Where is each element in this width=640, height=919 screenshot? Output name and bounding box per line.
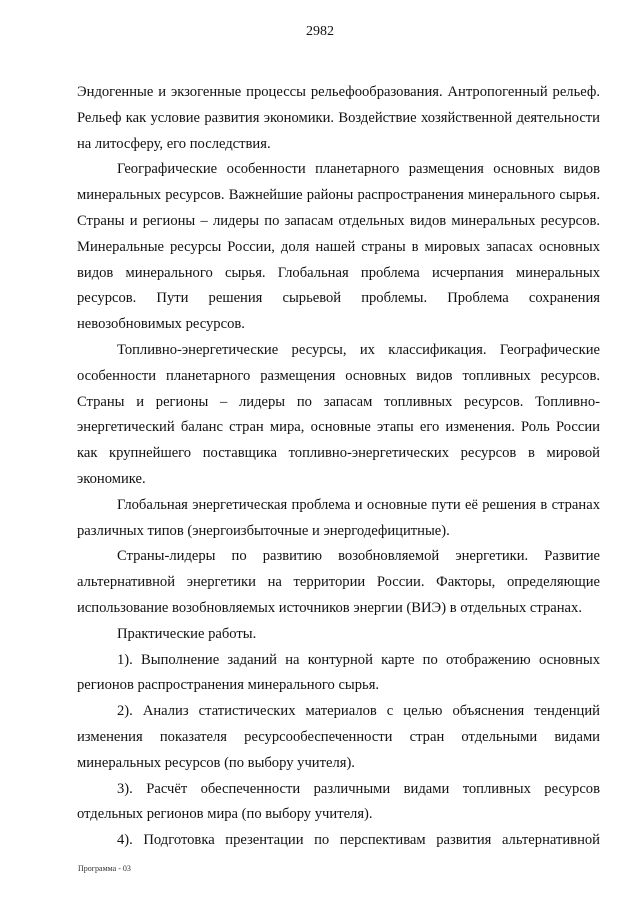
practical-work-item-4: 4). Подготовка презентации по перспективам развития альтернативной (117, 832, 600, 849)
document-body (77, 80, 600, 854)
practical-work-item-1: 1). Выполнение заданий на контурной карте по отображению основных регионов распространения минерального сырья. (77, 651, 600, 694)
page-number: 2982 (306, 24, 334, 39)
paragraph-mineral-resources: Географические особенности планетарного размещения основных видов минеральных ресурсов. Важнейшие районы распространения минерального сырья. Страны и регионы – лидеры по запасам отдельных видов минеральных ресурсов. Минеральные ресурсы России, доля нашей страны в мировых запасах основных видов минерального сырья. Глобальная проблема исчерпания минеральных ресурсов. Пути решения сырьевой проблемы. Проблема сохранения невозобновимых ресурсов. (77, 161, 600, 333)
practical-works-heading: Практические работы. (117, 625, 257, 642)
paragraph-fuel-energy-resources: Топливно-энергетические ресурсы, их классификация. Географические особенности планетарного размещения основных видов топливных ресурсов. Страны и регионы – лидеры по запасам топливных ресурсов. Топливно-энергетический баланс стран мира, основные этапы его изменения. Роль России как крупнейшего поставщика топливно-энергетических ресурсов в мировой экономике. (77, 341, 600, 487)
page-footer: Программа - 03 (78, 864, 131, 873)
practical-work-item-3: 3). Расчёт обеспеченности различными видами топливных ресурсов отдельных регионов мира (по выбору учителя). (77, 780, 600, 823)
paragraph-renewable-energy: Страны-лидеры по развитию возобновляемой энергетики. Развитие альтернативной энергетики на территории России. Факторы, определяющие использование возобновляемых источников энергии (ВИЭ) в отдельных странах. (77, 548, 600, 616)
paragraph-relief: Эндогенные и экзогенные процессы рельефообразования. Антропогенный рельеф. Рельеф как условие развития экономики. Воздействие хозяйственной деятельности на литосферу, его последствия. (77, 84, 600, 152)
paragraph-global-energy-problem: Глобальная энергетическая проблема и основные пути её решения в странах различных типов (энергоизбыточные и энергодефицитные). (77, 496, 600, 539)
practical-work-item-2: 2). Анализ статистических материалов с целью объяснения тенденций изменения показателя ресурсообеспеченности стран отдельными видами минеральных ресурсов (по выбору учителя). (77, 703, 600, 771)
